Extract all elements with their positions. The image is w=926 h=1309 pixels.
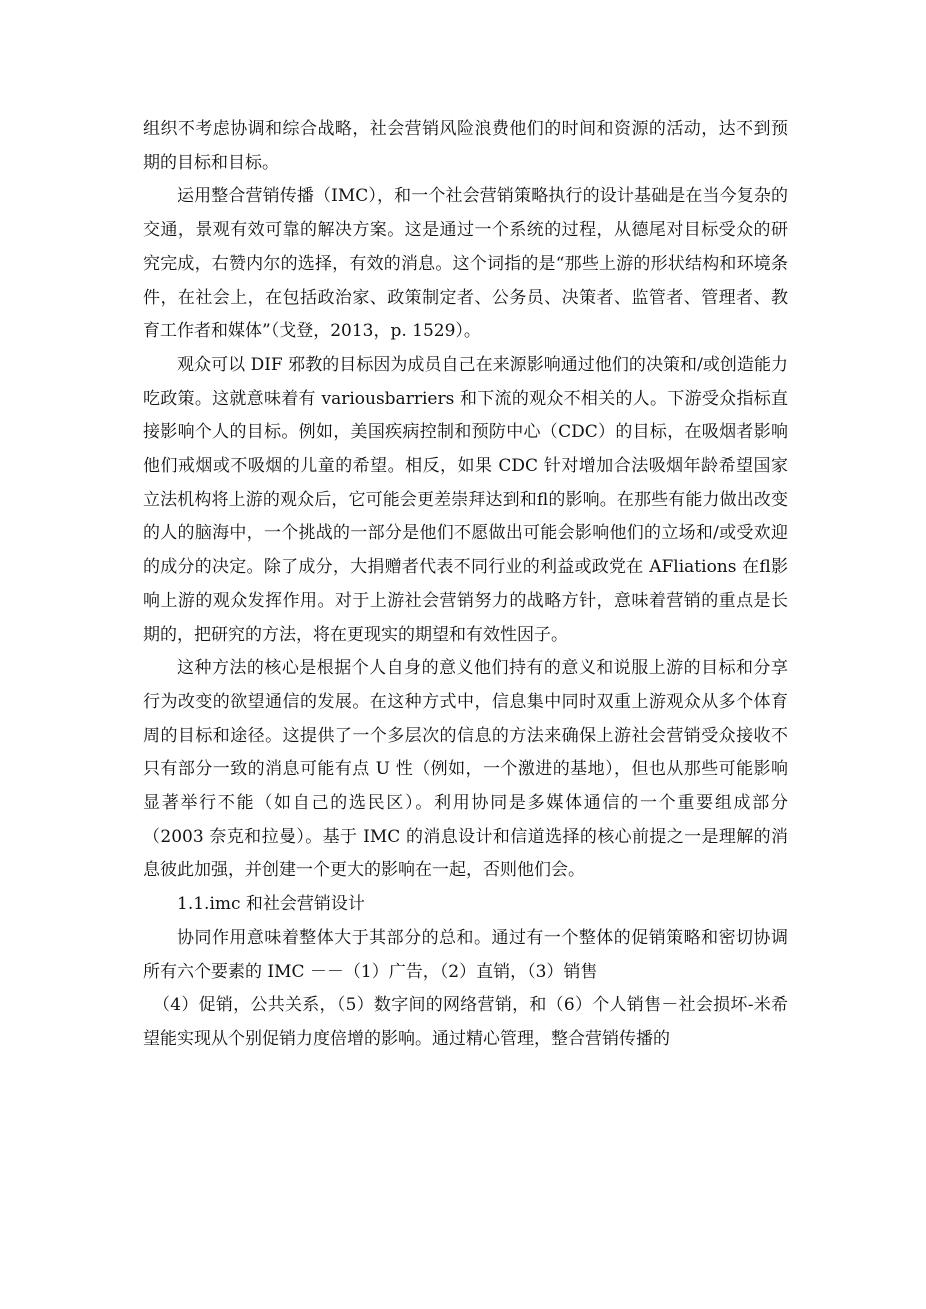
paragraph-2: 运用整合营销传播（IMC），和一个社会营销策略执行的设计基础是在当今复杂的交通，景观有效可靠的解决方案。这是通过一个系统的过程，从德尾对目标受众的研究完成，右赞内尔的选择，有效的消息。这个词指的是“那些上游的形状结构和环境条件，在社会上，在包括政治家、政策制定者、公务员、决策者、监管者、管理者、教育工作者和媒体”（戈登，2013，p. 1529）。 — [143, 186, 788, 342]
paragraph-3: 观众可以 DIF 邪教的目标因为成员自己在来源影响通过他们的决策和/或创造能力吃政策。这就意味着有 variousbarriers 和下流的观众不相关的人。下游受众指标直接影响个人的目标。例如，美国疾病控制和预防中心（CDC）的目标，在吸烟者影响他们戒烟或不吸烟的儿童的希望。相反，如果 CDC 针对增加合法吸烟年龄希望国家立法机构将上游的观众后，它可能会更差崇拜达到和ﬂ的影响。在那些有能力做出改变的人的脑海中，一个挑战的一部分是他们不愿做出可能会影响他们的立场和/或受欢迎的成分的决定。除了成分，大捐赠者代表不同行业的利益或政党在 AFliations 在ﬂ影响上游的观众发挥作用。对于上游社会营销努力的战略方针，意味着营销的重点是长期的，把研究的方法，将在更现实的期望和有效性因子。 — [143, 354, 788, 645]
body-text — [143, 113, 788, 1057]
paragraph-5: 协同作用意味着整体大于其部分的总和。通过有一个整体的促销策略和密切协调所有六个要素的 IMC －－（1）广告，（2）直销，（3）销售 — [143, 927, 788, 982]
paragraph-4: 这种方法的核心是根据个人自身的意义他们持有的意义和说服上游的目标和分享行为改变的欲望通信的发展。在这种方式中，信息集中同时双重上游观众从多个体育周的目标和途径。这提供了一个多层次的信息的方法来确保上游社会营销受众接收不只有部分一致的消息可能有点 U 性（例如，一个激进的基地），但也从那些可能影响显著举行不能（如自己的选民区）。利用协同是多媒体通信的一个重要组成部分（2003 奈克和拉曼）。基于 IMC 的消息设计和信道选择的核心前提之一是理解的消息彼此加强，并创建一个更大的影响在一起，否则他们会。 — [143, 658, 788, 881]
section-heading: 1.1.imc 和社会营销设计 — [177, 894, 365, 915]
paragraph-1: 组织不考虑协调和综合战略，社会营销风险浪费他们的时间和资源的活动，达不到预期的目标和目标。 — [143, 119, 788, 173]
paragraph-6: （4）促销，公共关系，（5）数字间的网络营销，和（6）个人销售－社会损坏-米希望能实现从个别促销力度倍增的影响。通过精心管理，整合营销传播的 — [143, 995, 788, 1049]
